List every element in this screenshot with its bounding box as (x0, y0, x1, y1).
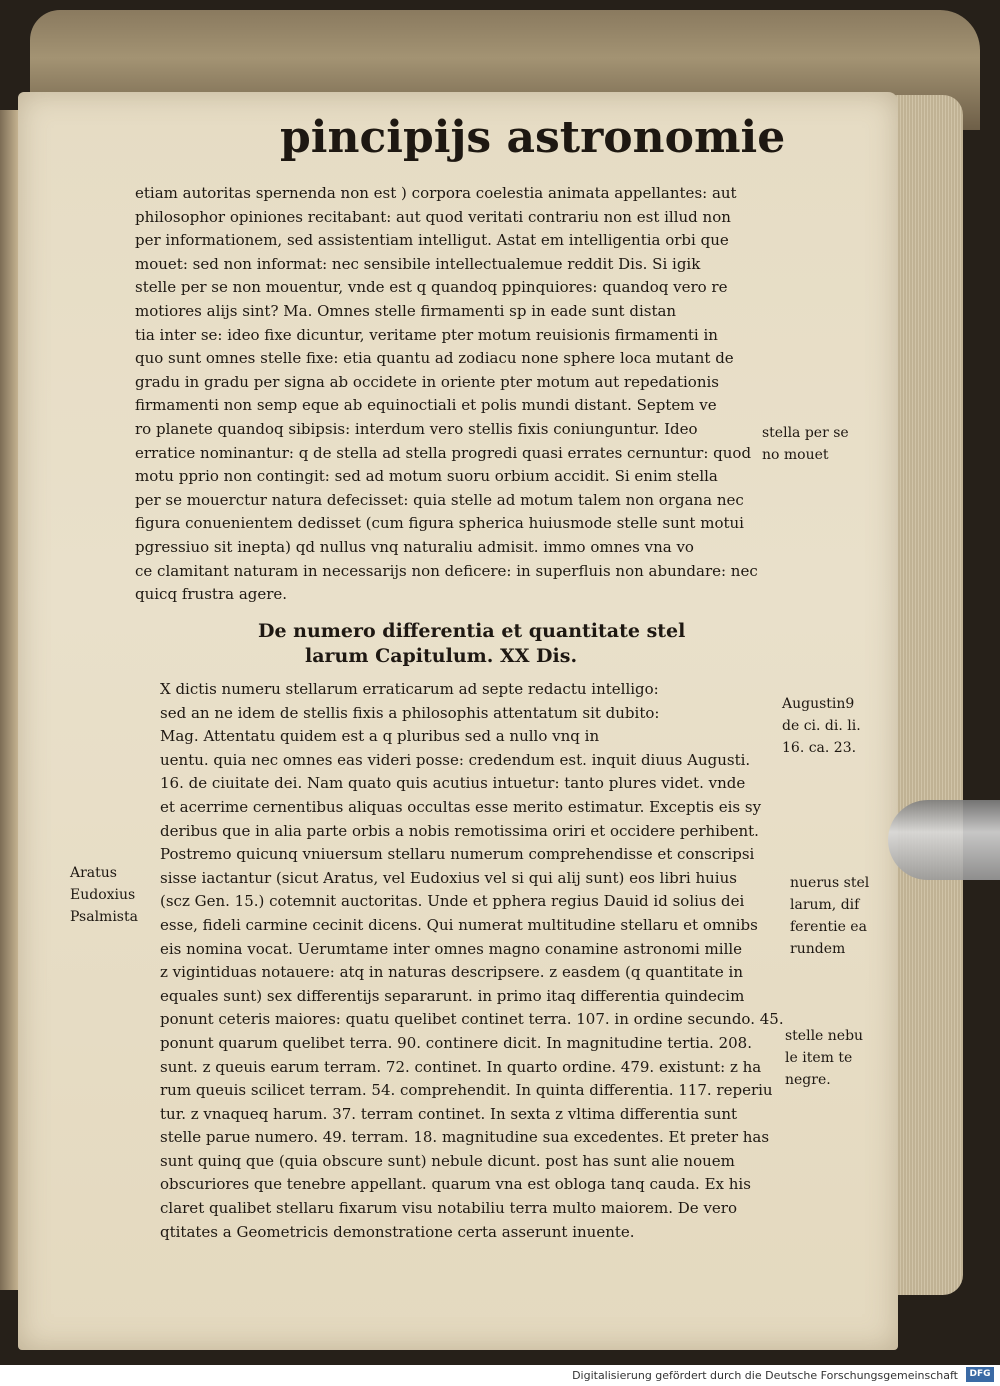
marginal-note-stella (762, 422, 849, 466)
chapter-heading-line-1: De numero differentia et quantitate stel (258, 620, 686, 642)
paragraph-1-line: etiam autoritas spernenda non est ) corpora coelestia animata appellantes: aut (135, 184, 737, 202)
marginal-note-line: Psalmista (70, 909, 138, 925)
marginal-note-line: larum, dif (790, 897, 860, 913)
paragraph-2-line: et acerrime cernentibus aliquas occultas esse merito estimatur. Exceptis eis sy (160, 797, 762, 816)
page-title: pincipijs astronomie (280, 112, 786, 163)
paragraph-1-line: per informationem, sed assistentiam intelligut. Astat em intelligentia orbi que (135, 231, 729, 250)
paragraph-2-line: deribus que in alia parte orbis a nobis remotissima oriri et occidere perhibent. (160, 821, 759, 840)
marginal-note-line: Eudoxius (70, 887, 136, 903)
paragraph-2-line: Mag. Attentatu quidem est a q pluribus sed a nullo vnq in (160, 727, 600, 746)
paragraph-2-line: uentu. quia nec omnes eas videri posse: credendum est. inquit diuus Augusti. (160, 750, 751, 769)
paragraph-1-line: erratice nominantur: q de stella ad stella progredi quasi errates cernuntur: quod (135, 443, 752, 462)
paragraph-1-line: tia inter se: ideo fixe dicuntur, veritame pter motum reuisionis firmamenti in (135, 325, 718, 344)
paragraph-2-line: esse, fideli carmine cecinit dicens. Qui numerat multitudine stellaru et omnibs (160, 915, 758, 934)
paragraph-2-line: claret qualibet stellaru fixarum visu notabiliu terra multo maiorem. De vero (160, 1199, 738, 1218)
paragraph-1-line: figura conuenientem dedisset (cum figura spherica huiusmode stelle sunt motui (135, 514, 744, 533)
paragraph-1-line: motu pprio non contingit: sed ad motum suoru orbium accidit. Si enim stella (135, 467, 718, 486)
paragraph-2-line: eis nomina vocat. Uerumtame inter omnes magno conamine astronomi mille (160, 939, 743, 958)
marginal-note-augustinus (782, 693, 861, 759)
paragraph-1-line: motiores alijs sint? Ma. Omnes stelle firmamenti sp in eade sunt distan (135, 301, 677, 320)
marginal-note-line: de ci. di. li. (782, 718, 861, 734)
paragraph-2-line: sed an ne idem de stellis fixis a philosophis attentatum sit dubito: (160, 703, 660, 722)
marginal-note-line: stelle nebu (785, 1028, 864, 1044)
paragraph-1-line: per se mouerctur natura defecisset: quia stelle ad motum talem non organa nec (135, 490, 744, 509)
paragraph-1-line: ro planete quandoq sibipsis: interdum vero stellis fixis coniunguntur. Ideo (135, 419, 698, 438)
marginal-note-line: nuerus stel (790, 875, 870, 891)
paragraph-1 (135, 182, 758, 607)
paragraph-1-line: ce clamitant naturam in necessarijs non deficere: in superfluis non abundare: nec (135, 561, 758, 580)
marginal-note-line: stella per se (762, 425, 849, 441)
paragraph-2-line: ponunt quarum quelibet terra. 90. continere dicit. In magnitudine tertia. 208. (160, 1033, 752, 1052)
paragraph-2-line: equales sunt) sex differentijs separarunt. in primo itaq differentia quindecim (160, 986, 745, 1005)
paragraph-1-line: mouet: sed non informat: nec sensibile intellectualemue reddit Dis. Si igik (135, 254, 701, 273)
footer-credit: Digitalisierung gefördert durch die Deutsche Forschungsgemeinschaft (572, 1369, 958, 1382)
marginal-note-aratus (70, 862, 138, 928)
paragraph-2-line: rum queuis scilicet terram. 54. comprehendit. In quinta differentia. 117. reperiu (160, 1081, 773, 1100)
marginal-note-line: rundem (790, 941, 846, 957)
paragraph-2-line: sunt quinq que (quia obscure sunt) nebule dicunt. post has sunt alie nouem (160, 1151, 735, 1170)
paragraph-1-line: quo sunt omnes stelle fixe: etia quantu ad zodiacu none sphere loca mutant de (135, 349, 734, 368)
paragraph-2-line: sunt. z queuis earum terram. 72. continet. In quarto ordine. 479. existunt: z ha (160, 1057, 762, 1076)
paragraph-2-line: z vigintiduas notauere: atq in naturas descripsere. z easdem (q quantitate in (160, 963, 743, 982)
marginal-note-numerus (790, 872, 869, 960)
dfg-logo: DFG (966, 1367, 994, 1382)
chapter-heading-line-2: larum Capitulum. XX Dis. (305, 645, 578, 667)
paragraph-2-line: 16. de ciuitate dei. Nam quato quis acutius intuetur: tanto plures videt. vnde (160, 774, 746, 793)
marginal-note-nebule (785, 1025, 863, 1091)
marginal-note-line: negre. (785, 1072, 831, 1088)
paragraph-2-line: ponunt ceteris maiores: quatu quelibet continet terra. 107. in ordine secundo. 45. (160, 1010, 784, 1029)
paragraph-2-line: sisse iactantur (sicut Aratus, vel Eudoxius vel si qui alij sunt) eos libri huius (160, 868, 737, 887)
paragraph-2-line: stelle parue numero. 49. terram. 18. magnitudine sua excedentes. Et preter has (160, 1128, 770, 1147)
paragraph-1-line: firmamenti non semp eque ab equinoctiali et polis mundi distant. Septem ve (135, 396, 717, 415)
page-fore-edge (893, 95, 963, 1295)
paragraph-2-line: (scz Gen. 15.) cotemnit auctoritas. Unde et pphera regius Dauid id solius dei (160, 892, 745, 911)
paragraph-2-line: obscuriores que tenebre appellant. quarum vna est obloga tanq cauda. Ex his (160, 1175, 751, 1194)
paragraph-2-line: Postremo quicunq vniuersum stellaru numerum comprehendisse et conscripsi (160, 845, 755, 864)
paragraph-2-line: qtitates a Geometricis demonstratione certa asserunt inuente. (160, 1222, 635, 1241)
marginal-note-line: ferentie ea (790, 919, 867, 935)
paragraph-2-line: X dictis numeru stellarum erraticarum ad septe redactu intelligo: (160, 680, 659, 698)
paragraph-1-line: gradu in gradu per signa ab occidete in oriente pter motum aut repedationis (135, 372, 719, 391)
paragraph-1-line: stelle per se non mouentur, vnde est q quandoq ppinquiores: quandoq vero re (135, 278, 728, 297)
paragraph-1-line: pgressiuo sit inepta) qd nullus vnq naturaliu admisit. immo omnes vna vo (135, 537, 694, 556)
marginal-note-line: no mouet (762, 447, 829, 463)
marginal-note-line: le item te (785, 1050, 853, 1066)
paragraph-1-line: quicq frustra agere. (135, 585, 288, 604)
paragraph-1-line: philosophor opiniones recitabant: aut quod veritati contrariu non est illud non (135, 207, 731, 226)
marginal-note-line: Augustin9 (782, 696, 855, 712)
paragraph-2 (160, 678, 784, 1244)
marginal-note-line: 16. ca. 23. (782, 740, 857, 756)
marginal-note-line: Aratus (70, 865, 117, 881)
book-clamp (888, 800, 1000, 880)
paragraph-2-line: tur. z vnaqueq harum. 37. terram continet. In sexta z vltima differentia sunt (160, 1104, 738, 1123)
